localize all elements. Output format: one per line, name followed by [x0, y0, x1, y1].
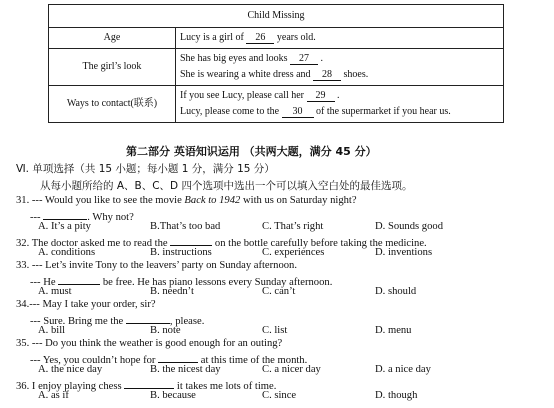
option-32-b: B. instructions	[150, 247, 212, 258]
row-label-contact: Ways to contact(联系)	[49, 86, 176, 123]
question-31-reply: --- . Why not?	[30, 208, 134, 224]
row-label-age: Age	[49, 28, 176, 49]
option-32-a: A. conditions	[38, 247, 96, 258]
question-35-reply: --- Yes, you couldn’t hope for at this time of the month.	[30, 351, 307, 367]
option-36-a: A. as if	[38, 390, 69, 401]
question-32-stem: 32. The doctor asked me to read the on the bottle carefully before taking the medicine.	[16, 234, 427, 250]
option-33-c: C. can’t	[262, 286, 296, 297]
row-content-age: Lucy is a girl of 26 years old.	[176, 28, 504, 49]
option-31-d: D. Sounds good	[375, 221, 443, 232]
option-32-c: C. experiences	[262, 247, 325, 258]
option-33-a: A. must	[38, 286, 72, 297]
option-35-c: C. a nicer day	[262, 364, 321, 375]
instruction: 从每小题所给的 A、B、C、D 四个选项中选出一个可以填入空白处的最佳选项。	[40, 180, 413, 192]
option-35-b: B. the nicest day	[150, 364, 221, 375]
option-31-c: C. That’s right	[262, 221, 324, 232]
answer-blank-29: 29	[307, 90, 335, 102]
option-34-a: A. bill	[38, 325, 66, 336]
row-content-look: She has big eyes and looks 27 . She is wearing a white dress and 28 shoes.	[176, 49, 504, 86]
part-title: 第二部分 英语知识运用 （共两大题，满分 45 分）	[126, 145, 377, 158]
table-header: Child Missing	[49, 5, 504, 28]
question-34-stem: 34.--- May I take your order, sir?	[16, 299, 156, 310]
answer-blank-30: 30	[282, 106, 314, 118]
question-34-reply: --- Sure. Bring me the , please.	[30, 312, 204, 328]
option-36-d: D. though	[375, 390, 418, 401]
row-label-look: The girl’s look	[49, 49, 176, 86]
option-34-b: B. note	[150, 325, 181, 336]
option-36-b: B. because	[150, 390, 196, 401]
question-36-stem: 36. I enjoy playing chess it takes me lots of time.	[16, 377, 276, 393]
question-31-stem: 31. --- Would you like to see the movie Back to 1942 with us on Saturday night?	[16, 195, 357, 206]
answer-blank-26: 26	[246, 32, 274, 44]
question-33-reply: --- He be free. He has piano lessons every Sunday afternoon.	[30, 273, 332, 289]
answer-blank-28: 28	[313, 69, 341, 81]
option-32-d: D. inventions	[375, 247, 433, 258]
section-title: Ⅵ. 单项选择（共 15 小题；每小题 1 分，满分 15 分）	[16, 163, 275, 175]
option-35-a: A. the nice day	[38, 364, 103, 375]
option-36-c: C. since	[262, 390, 297, 401]
option-33-b: B. needn’t	[150, 286, 194, 297]
option-31-a: A. It’s a pity	[38, 221, 91, 232]
question-35-stem: 35. --- Do you think the weather is good enough for an outing?	[16, 338, 283, 349]
option-34-c: C. list	[262, 325, 288, 336]
answer-blank-27: 27	[290, 53, 318, 65]
option-33-d: D. should	[375, 286, 417, 297]
option-34-d: D. menu	[375, 325, 412, 336]
question-33-stem: 33. --- Let’s invite Tony to the leavers’ party on Sunday afternoon.	[16, 260, 297, 271]
option-31-b: B.That’s too bad	[150, 221, 221, 232]
missing-child-table	[48, 4, 504, 123]
option-35-d: D. a nice day	[375, 364, 431, 375]
row-content-contact: If you see Lucy, please call her 29 . Lucy, please come to the 30 of the supermarket if you hear us.	[176, 86, 504, 123]
